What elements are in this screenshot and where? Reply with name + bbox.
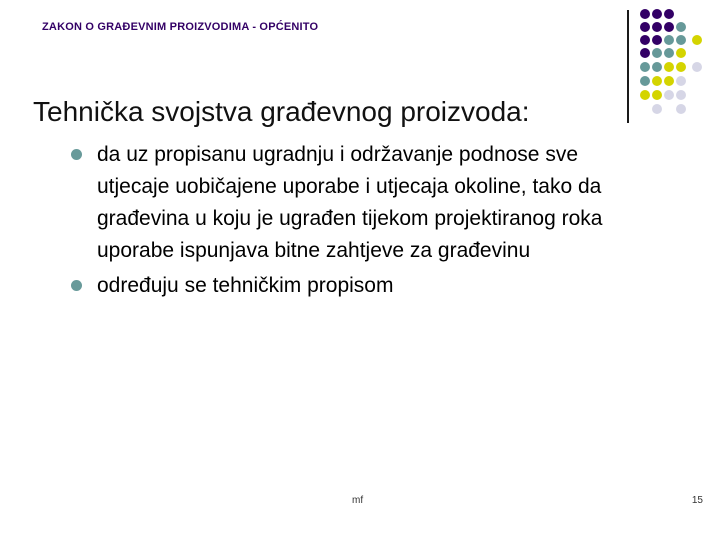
bullet-text: da uz propisanu ugradnju i održavanje podnose sve utjecaje uobičajene uporabe i utjecaja okoline, tako da građevina u koju je ugrađen tijekom projektiranog roka uporabe ispunjava bitne zahtjeve za građevinu — [97, 143, 603, 262]
pattern-dot — [652, 90, 662, 100]
bullet-icon — [71, 280, 82, 291]
pattern-dot — [692, 62, 702, 72]
pattern-dot — [664, 62, 674, 72]
pattern-dot — [652, 104, 662, 114]
pattern-dot — [664, 76, 674, 86]
pattern-dot — [640, 22, 650, 32]
pattern-dot — [676, 104, 686, 114]
footer-author: mf — [352, 495, 364, 506]
pattern-dot — [640, 62, 650, 72]
pattern-dot — [676, 35, 686, 45]
dots-pattern — [640, 9, 710, 119]
pattern-dot — [664, 22, 674, 32]
pattern-dot — [652, 48, 662, 58]
pattern-dot — [676, 76, 686, 86]
pattern-dot — [664, 9, 674, 19]
pattern-dot — [676, 62, 686, 72]
pattern-dot — [652, 76, 662, 86]
bullet-icon — [71, 149, 82, 160]
page-number: 15 — [691, 495, 703, 506]
pattern-dot — [676, 48, 686, 58]
pattern-dot — [652, 22, 662, 32]
bullet-item — [68, 270, 628, 302]
pattern-dot — [652, 9, 662, 19]
bullet-list — [68, 139, 628, 302]
bullet-text: određuju se tehničkim propisom — [97, 274, 394, 297]
page-title: Tehnička svojstva građevnog proizvoda: — [33, 96, 530, 127]
pattern-dot — [664, 35, 674, 45]
pattern-dot — [652, 62, 662, 72]
pattern-dot — [640, 35, 650, 45]
pattern-dot — [652, 35, 662, 45]
pattern-dot — [692, 35, 702, 45]
pattern-dot — [640, 9, 650, 19]
bullet-item — [68, 139, 628, 267]
pattern-dot — [664, 90, 674, 100]
pattern-dot — [676, 22, 686, 32]
slide-header: ZAKON O GRAĐEVNIM PROIZVODIMA - OPĆENITO — [42, 21, 319, 33]
divider-line — [627, 10, 629, 123]
pattern-dot — [664, 48, 674, 58]
pattern-dot — [676, 90, 686, 100]
pattern-dot — [640, 90, 650, 100]
pattern-dot — [640, 76, 650, 86]
pattern-dot — [640, 48, 650, 58]
